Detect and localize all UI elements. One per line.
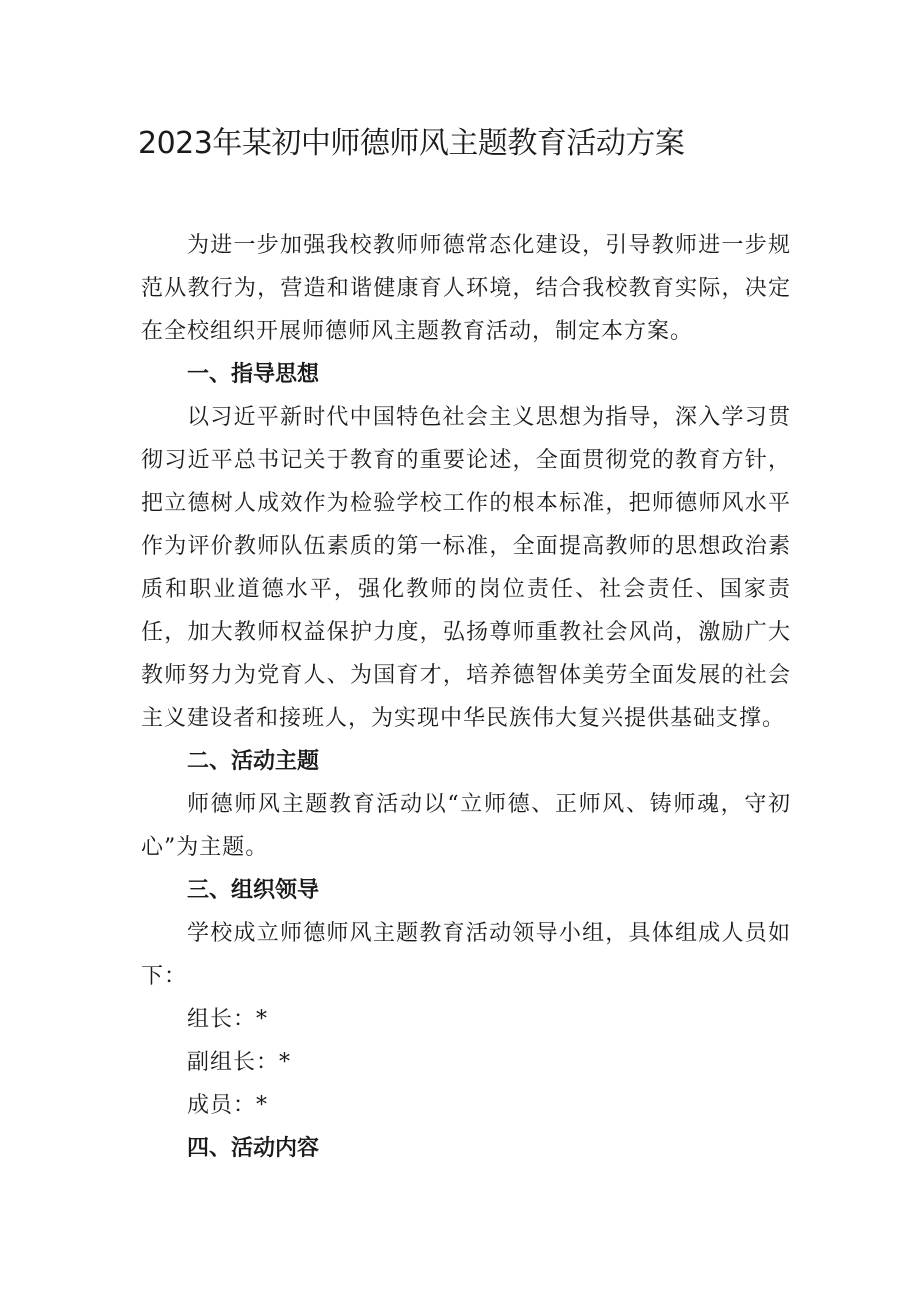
leader-item: 组长：* [187,1007,269,1032]
activity-theme-paragraph: 师德师风主题教育活动以“立师德、正师风、铸师魂，守初心”为主题。 [141,792,791,860]
intro-paragraph: 为进一步加强我校教师师德常态化建设，引导教师进一步规范从教行为，营造和谐健康育人环境，结合我校教育实际，决定在全校组织开展师德师风主题教育活动，制定本方案。 [141,233,791,344]
deputy-leader-item: 副组长：* [187,1050,292,1075]
leadership-paragraph: 学校成立师德师风主题教育活动领导小组，具体组成人员如下： [141,921,791,989]
document-body [141,224,791,1170]
section-heading-guiding-ideology: 一、指导思想 [187,362,320,387]
document-title: 2023年某初中师德师风主题教育活动方案 [138,126,685,161]
section-heading-leadership: 三、组织领导 [187,878,320,903]
members-item: 成员：* [187,1093,269,1118]
guiding-ideology-paragraph: 以习近平新时代中国特色社会主义思想为指导，深入学习贯彻习近平总书记关于教育的重要论述，全面贯彻党的教育方针，把立德树人成效作为检验学校工作的根本标准，把师德师风水平作为评价教师队伍素质的第一标准，全面提高教师的思想政治素质和职业道德水平，强化教师的岗位责任、社会责任、国家责任，加大教师权益保护力度，弘扬尊师重教社会风尚，激励广大教师努力为党育人、为国育才，培养德智体美劳全面发展的社会主义建设者和接班人，为实现中华民族伟大复兴提供基础支撑。 [141,405,791,731]
section-heading-activity-theme: 二、活动主题 [187,749,320,774]
section-heading-activity-content: 四、活动内容 [187,1136,320,1161]
